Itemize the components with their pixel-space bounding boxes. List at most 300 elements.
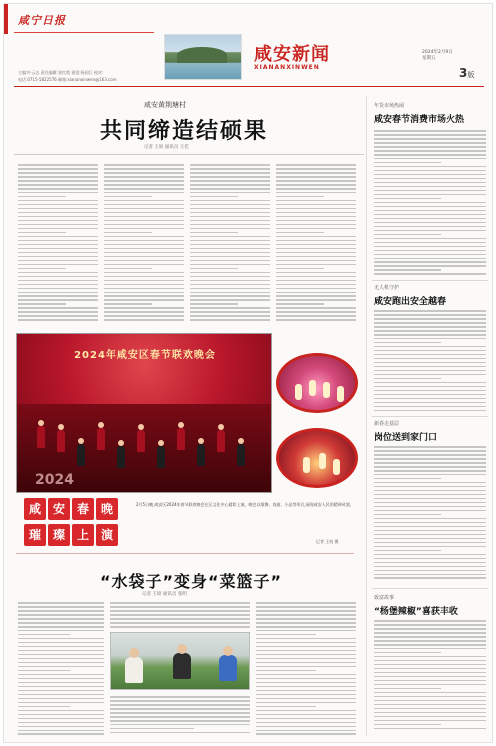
body-text-line [374, 362, 486, 364]
body-text-line [276, 260, 356, 262]
body-text-line [374, 170, 486, 172]
body-text-line [256, 670, 316, 672]
body-text-line [18, 256, 98, 258]
body-text-line [256, 714, 356, 716]
body-text-line [104, 216, 184, 218]
body-text-line [18, 702, 104, 704]
gala-caption-text: 2月5日晚,咸安区2024年春节联欢晚会在区文化中心精彩上演。晚会以歌舞、戏曲、小品等形式,展现咸安人民的精神风貌。 [136, 502, 354, 507]
body-text-line [104, 204, 184, 206]
body-text-line [374, 238, 486, 240]
body-text-line [104, 232, 152, 234]
body-text-line [18, 192, 98, 194]
body-text-line [18, 264, 98, 266]
body-text-line [374, 644, 486, 646]
body-text-line [104, 276, 184, 278]
seal-char-3: 春 [72, 498, 94, 520]
gala-caption-box [16, 494, 354, 554]
body-text-line [104, 236, 184, 238]
body-text-line [374, 386, 486, 388]
body-text-line [18, 606, 104, 608]
body-text-line [110, 720, 250, 722]
body-text-line [276, 220, 356, 222]
body-text-line [190, 196, 238, 198]
body-text-line [104, 280, 184, 282]
body-text-line [18, 208, 98, 210]
body-text-line [374, 668, 486, 670]
body-text-line [18, 658, 104, 660]
body-text-line [104, 176, 184, 178]
body-text-line [374, 398, 486, 400]
body-text-line [190, 240, 270, 242]
body-text-line [18, 216, 98, 218]
newspaper-page [3, 3, 493, 743]
body-text-line [110, 732, 250, 734]
body-text-line [374, 462, 486, 464]
body-text-line [374, 226, 486, 228]
body-text-line [374, 346, 486, 348]
body-text-line [110, 728, 194, 730]
body-text-line [256, 606, 356, 608]
body-text-line [256, 706, 316, 708]
logo-rule [14, 32, 154, 33]
body-text-line [374, 202, 486, 204]
body-text-line [104, 244, 184, 246]
body-text-line [276, 292, 356, 294]
body-text-line [374, 466, 486, 468]
body-text-line [276, 180, 356, 182]
body-text-line [110, 700, 250, 702]
seal-char-4: 晚 [96, 498, 118, 520]
body-text-line [256, 710, 356, 712]
body-text-line [374, 490, 486, 492]
body-text-line [104, 307, 184, 309]
right-story-4-kicker: 致富故事 [374, 595, 395, 601]
body-text-line [18, 204, 98, 206]
body-text-line [374, 688, 441, 690]
body-text-line [276, 208, 356, 210]
body-text-line [276, 192, 356, 194]
body-text-line [18, 638, 104, 640]
body-text-line [374, 394, 486, 396]
body-text-line [18, 722, 104, 724]
right-story-3-kicker: 新春走基层 [374, 421, 400, 427]
body-text-line [18, 626, 104, 628]
body-text-line [276, 268, 324, 270]
body-text-line [276, 172, 356, 174]
body-text-line [190, 232, 238, 234]
body-text-line [374, 350, 486, 352]
body-text-line [276, 307, 356, 309]
body-text-line [374, 554, 486, 556]
body-text-line [256, 733, 356, 735]
masthead-rule [14, 86, 484, 87]
body-text-line [104, 315, 184, 317]
lead-story-kicker: 咸安黄荆塘村 [144, 101, 186, 109]
body-text-line [374, 265, 486, 267]
body-text-line [276, 196, 324, 198]
issue-date-text: 2024年2月9日 [422, 50, 453, 55]
body-text-line [374, 530, 486, 532]
greenhouse-photo [110, 632, 250, 690]
body-text-line [374, 704, 486, 706]
body-text-line [276, 264, 356, 266]
body-text-line [256, 650, 356, 652]
gala-year-backdrop: 2024 [35, 472, 74, 488]
body-text-line [18, 670, 70, 672]
body-text-line [374, 526, 486, 528]
body-text-line [190, 295, 270, 297]
body-text-line [374, 656, 486, 658]
body-text-line [190, 307, 270, 309]
body-text-line [374, 318, 486, 320]
body-text-line [374, 664, 486, 666]
body-text-line [110, 712, 250, 714]
body-text-line [374, 474, 486, 476]
body-text-line [190, 248, 270, 250]
body-text-line [190, 292, 270, 294]
right-story-2-body [374, 310, 486, 414]
body-text-line [18, 172, 98, 174]
body-text-line [374, 402, 486, 404]
seal-char-1: 咸 [24, 498, 46, 520]
body-text-line [18, 280, 98, 282]
body-text-line [256, 634, 316, 636]
body-text-line [190, 164, 270, 166]
right-story-1-kicker: 年货市场热闹 [374, 103, 405, 109]
body-text-line [190, 212, 270, 214]
body-text-line [374, 214, 486, 216]
body-text-line [256, 730, 356, 732]
body-text-line [374, 692, 486, 694]
body-text-line [104, 228, 184, 230]
body-text-line [276, 280, 356, 282]
body-text-line [256, 690, 356, 692]
body-text-line [18, 622, 104, 624]
seal-char-7: 上 [72, 524, 94, 546]
body-text-line [190, 284, 270, 286]
body-text-line [374, 182, 486, 184]
body-text-line [18, 284, 98, 286]
body-text-line [276, 216, 356, 218]
body-text-line [374, 258, 486, 260]
body-text-line [18, 319, 98, 321]
body-text-line [18, 272, 98, 274]
body-text-line [276, 228, 356, 230]
body-text-line [18, 618, 104, 620]
seal-char-6: 璨 [48, 524, 70, 546]
body-text-line [276, 252, 356, 254]
body-text-line [104, 252, 184, 254]
body-text-line [110, 618, 250, 620]
body-text-line [110, 602, 250, 604]
body-text-line [190, 268, 238, 270]
body-text-line [374, 254, 486, 256]
body-text-line [18, 698, 104, 700]
masthead-accent-bar [4, 4, 8, 34]
body-text-line [18, 634, 70, 636]
body-text-line [374, 648, 486, 650]
body-text-line [374, 142, 486, 144]
body-text-line [256, 686, 356, 688]
body-text-line [18, 730, 104, 732]
body-text-line [374, 620, 486, 622]
body-text-line [190, 276, 270, 278]
body-text-line [190, 176, 270, 178]
body-text-line [374, 406, 486, 408]
body-text-line [374, 624, 486, 626]
body-text-line [104, 212, 184, 214]
body-text-line [104, 184, 184, 186]
body-text-line [374, 146, 486, 148]
body-text-line [374, 680, 486, 682]
body-text-line [104, 208, 184, 210]
body-text-line [190, 299, 270, 301]
body-text-line [190, 256, 270, 258]
body-text-line [374, 410, 486, 412]
body-text-line [18, 299, 98, 301]
body-text-line [18, 184, 98, 186]
body-text-line [190, 252, 270, 254]
body-text-line [374, 154, 486, 156]
body-text-line [18, 602, 104, 604]
body-text-line [256, 718, 356, 720]
body-text-line [110, 724, 250, 726]
body-text-line [276, 284, 356, 286]
body-text-line [190, 315, 270, 317]
body-text-line [104, 299, 184, 301]
body-text-line [374, 446, 486, 448]
body-text-line [18, 614, 104, 616]
body-text-line [276, 200, 356, 202]
right-story-2-kicker: 无人机守护 [374, 285, 400, 291]
body-text-line [190, 272, 270, 274]
body-text-line [18, 164, 98, 166]
gala-inset-photo-1 [276, 353, 358, 413]
body-text-line [110, 696, 250, 698]
body-text-line [374, 724, 441, 726]
body-text-line [190, 288, 270, 290]
body-text-line [276, 303, 324, 305]
body-text-line [374, 652, 441, 654]
body-text-line [374, 506, 486, 508]
body-text-line [374, 338, 486, 340]
body-text-line [374, 150, 486, 152]
body-text-line [374, 558, 486, 560]
gala-photographer: 记者 王姣 摄 [316, 539, 339, 544]
section-subtitle: XIANANXINWEN [254, 64, 320, 71]
body-text-line [276, 311, 356, 313]
body-text-line [374, 246, 486, 248]
body-text-line [276, 315, 356, 317]
body-text-line [374, 574, 486, 576]
body-text-line [374, 534, 486, 536]
lead-story-body-col-2 [104, 164, 184, 323]
body-text-line [18, 268, 66, 270]
body-text-line [18, 706, 70, 708]
body-text-line [18, 228, 98, 230]
body-text-line [374, 700, 486, 702]
body-text-line [374, 166, 486, 168]
body-text-line [18, 224, 98, 226]
body-text-line [374, 261, 486, 263]
body-text-line [374, 712, 486, 714]
body-text-line [190, 311, 270, 313]
body-text-line [18, 180, 98, 182]
body-text-line [374, 138, 486, 140]
body-text-line [18, 303, 66, 305]
body-text-line [374, 378, 441, 380]
right-story-2-headline: 咸安跑出安全越春 [374, 297, 447, 307]
body-text-line [190, 172, 270, 174]
body-text-line [18, 315, 98, 317]
body-text-line [104, 240, 184, 242]
body-text-line [256, 726, 356, 728]
body-text-line [18, 288, 98, 290]
body-text-line [104, 260, 184, 262]
body-text-line [104, 224, 184, 226]
body-text-line [18, 176, 98, 178]
body-text-line [256, 614, 356, 616]
body-text-line [104, 256, 184, 258]
body-text-line [374, 486, 486, 488]
body-text-line [18, 642, 104, 644]
body-text-line [374, 502, 486, 504]
body-text-line [374, 510, 486, 512]
issue-date [422, 50, 466, 62]
body-text-line [276, 288, 356, 290]
second-story-byline: 记者 王姣 通讯员 张明 [142, 592, 187, 597]
body-text-line [374, 374, 486, 376]
body-text-line [104, 168, 184, 170]
body-text-line [104, 248, 184, 250]
body-text-line [18, 220, 98, 222]
body-text-line [104, 303, 152, 305]
body-text-line [256, 678, 356, 680]
gala-stage-photo [16, 333, 272, 493]
right-column-rule [366, 96, 367, 736]
body-text-line [18, 311, 98, 313]
body-text-line [18, 733, 104, 735]
body-text-line [276, 212, 356, 214]
body-text-line [18, 686, 104, 688]
body-text-line [374, 174, 486, 176]
body-text-line [110, 622, 250, 624]
body-text-line [374, 518, 486, 520]
headline-rule [14, 154, 364, 155]
body-text-line [18, 240, 98, 242]
body-text-line [374, 354, 486, 356]
body-text-line [190, 200, 270, 202]
body-text-line [18, 654, 104, 656]
body-text-line [374, 720, 486, 722]
body-text-line [18, 666, 104, 668]
body-text-line [374, 158, 486, 160]
gala-inset-photo-2 [276, 428, 358, 488]
body-text-line [190, 228, 270, 230]
masthead-editor-line: 主编:叶云志 责任编辑:张红霞 视觉:杨国巨 校对: [18, 70, 104, 75]
body-text-line [18, 650, 104, 652]
body-text-line [374, 728, 486, 730]
body-text-line [256, 626, 356, 628]
body-text-line [256, 698, 356, 700]
body-text-line [104, 164, 184, 166]
body-text-line [104, 220, 184, 222]
newspaper-logo: 咸宁日报 [18, 14, 66, 27]
body-text-line [104, 180, 184, 182]
body-text-line [104, 284, 184, 286]
body-text-line [374, 310, 486, 312]
right-story-1-headline: 咸安春节消费市场火热 [374, 115, 465, 125]
section-title: 咸安新闻 [254, 44, 330, 65]
body-text-line [18, 252, 98, 254]
body-text-line [374, 470, 486, 472]
seal-char-8: 演 [96, 524, 118, 546]
body-text-line [256, 682, 356, 684]
body-text-line [104, 272, 184, 274]
body-text-line [18, 196, 66, 198]
body-text-line [190, 264, 270, 266]
body-text-line [18, 212, 98, 214]
body-text-line [18, 662, 104, 664]
body-text-line [104, 188, 184, 190]
body-text-line [374, 206, 486, 208]
body-text-line [374, 546, 486, 548]
body-text-line [374, 314, 486, 316]
body-text-line [374, 636, 486, 638]
page-number-value: 3 [459, 66, 468, 80]
body-text-line [374, 382, 486, 384]
body-text-line [256, 722, 356, 724]
body-text-line [374, 342, 441, 344]
right-story-3-headline: 岗位送到家门口 [374, 433, 438, 443]
body-text-line [104, 264, 184, 266]
body-text-line [276, 168, 356, 170]
body-text-line [276, 240, 356, 242]
body-text-line [18, 610, 104, 612]
body-text-line [256, 630, 356, 632]
body-text-line [110, 626, 250, 628]
body-text-line [374, 230, 486, 232]
right-separator-2 [372, 416, 488, 417]
body-text-line [276, 319, 356, 321]
body-text-line [256, 622, 356, 624]
body-text-line [256, 666, 356, 668]
body-text-line [276, 244, 356, 246]
body-text-line [374, 450, 486, 452]
lead-story-byline: 记者 王姣 通讯员 王佳 [144, 145, 189, 150]
body-text-line [276, 184, 356, 186]
body-text-line [256, 610, 356, 612]
body-text-line [18, 714, 104, 716]
body-text-line [104, 311, 184, 313]
body-text-line [104, 172, 184, 174]
body-text-line [374, 672, 486, 674]
right-story-3-body [374, 446, 486, 581]
body-text-line [374, 566, 486, 568]
body-text-line [276, 204, 356, 206]
page-number-suffix: 版 [467, 71, 475, 79]
body-text-line [104, 192, 184, 194]
body-text-line [276, 232, 324, 234]
body-text-line [374, 370, 486, 372]
masthead-landscape-photo [164, 34, 242, 80]
body-text-line [374, 358, 486, 360]
body-text-line [190, 220, 270, 222]
body-text-line [190, 236, 270, 238]
body-text-line [18, 188, 98, 190]
body-text-line [374, 676, 486, 678]
body-text-line [276, 272, 356, 274]
